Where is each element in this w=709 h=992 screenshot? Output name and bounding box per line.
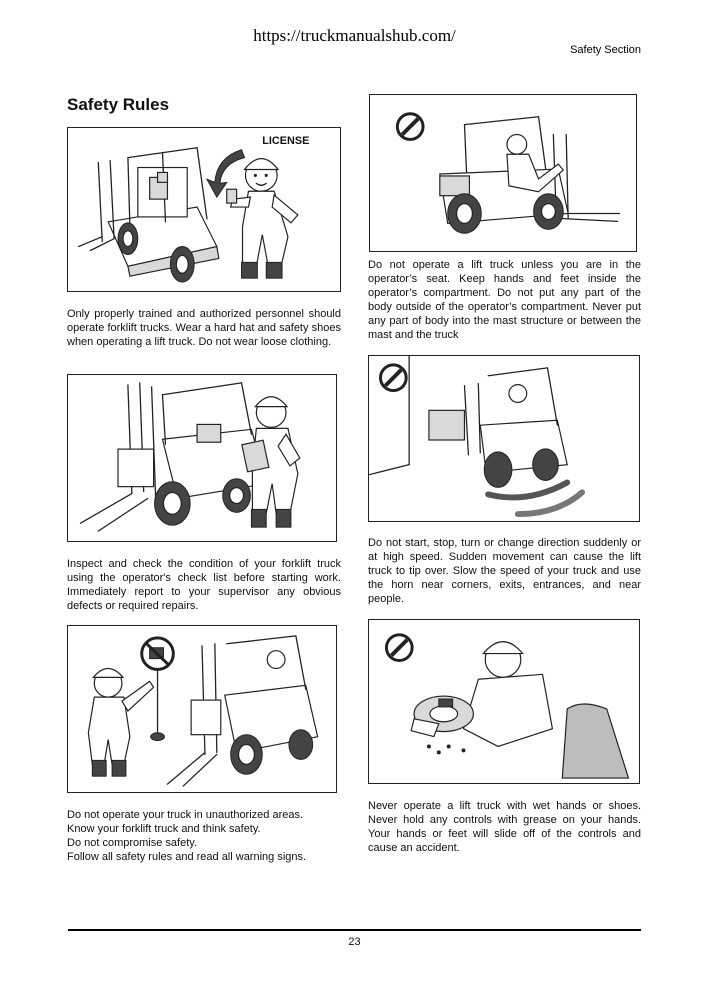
rule-line: Do not compromise safety. — [67, 837, 198, 849]
worker-drawing — [242, 397, 300, 527]
operator-drawing — [411, 642, 628, 778]
forklift-drawing — [79, 148, 219, 282]
forklift-drawing — [429, 368, 567, 488]
rule-line: Know your forklift truck and think safety. — [67, 823, 261, 835]
illustration-sudden-movement — [368, 355, 640, 522]
rule-text-restricted-area — [67, 808, 347, 864]
rule-text-wet-hands: Never operate a lift truck with wet hands or shoes. Never hold any controls with grease on your hands. Your hands or feet will slide off of the controls and cause an accident. — [368, 800, 641, 854]
license-label: LICENSE — [262, 134, 310, 147]
rule-line: Follow all safety rules and read all warning signs. — [67, 851, 307, 863]
illustration-wet-hands — [368, 619, 640, 784]
rule-text-license: Only properly trained and authorized personnel should operate forklift trucks. Wear a hard hat and safety shoes when operating a lift truck. Do not wear loose clothing. — [67, 308, 341, 348]
worker-drawing — [227, 159, 298, 279]
page-heading: Safety Rules — [67, 95, 170, 114]
footer-rule — [68, 929, 641, 931]
illustration-license — [67, 127, 341, 292]
worker-drawing — [88, 668, 153, 776]
section-title: Safety Section — [570, 44, 641, 56]
rule-text-inspection: Inspect and check the condition of your forklift truck using the operator's check list before starting work. Immediately report to your supervisor any obvious defects or required repairs. — [67, 558, 341, 612]
prohibition-icon — [380, 365, 406, 391]
forklift-drawing — [80, 383, 266, 531]
rule-line: Do not operate your truck in unauthorized areas. — [67, 809, 304, 821]
prohibition-icon — [397, 114, 423, 140]
forklift-drawing — [167, 636, 317, 786]
rule-text-sudden-movement: Do not start, stop, turn or change direction suddenly or at high speed. Sudden movement can cause the lift truck to tip over. Slow the speed of your truck and use the horn near corners, exits, entrances, and near people. — [368, 537, 641, 605]
rule-text-operator-seat: Do not operate a lift truck unless you are in the operator’s seat. Keep hands and feet inside the operator’s compartment. Do not put any part of the body outside of the operator’s compartment. Never put any part of body into the mast structure or between the mast and the truck — [368, 259, 641, 341]
illustration-restricted-area — [67, 625, 337, 793]
forklift-drawing — [440, 117, 620, 234]
source-url: https://truckmanualshub.com/ — [253, 26, 456, 45]
illustration-operator-seat — [369, 94, 637, 252]
prohibition-icon — [386, 635, 412, 661]
page-number: 23 — [348, 936, 361, 948]
illustration-inspection — [67, 374, 337, 542]
